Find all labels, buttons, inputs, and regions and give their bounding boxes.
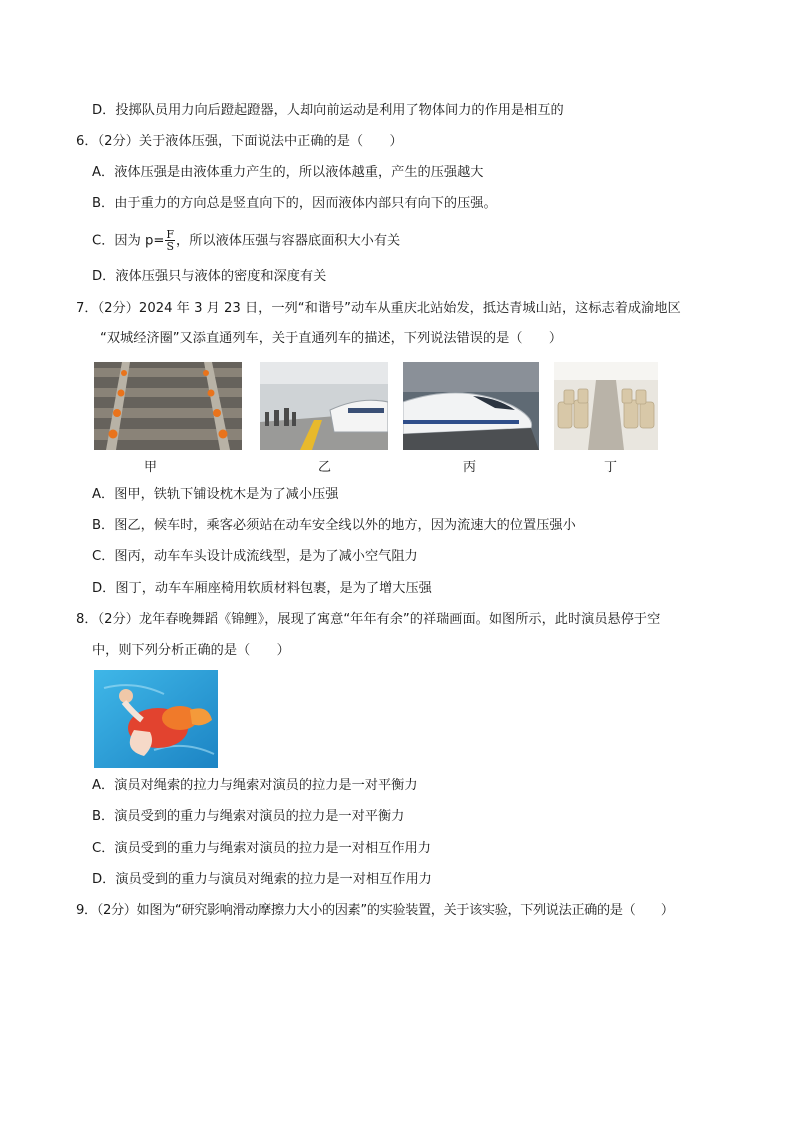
caption-yi: 乙 bbox=[318, 460, 332, 475]
q7-stem-line1: 7．（2分）2024 年 3 月 23 日，一列“和谐号”动车从重庆北站始发，抵达青城山站，这标志着成渝地区 bbox=[76, 301, 681, 316]
railway-track-illustration bbox=[94, 362, 242, 450]
dancer-illustration bbox=[94, 670, 218, 768]
q7-stem-line2: “双城经济圈”又添直通列车，关于直通列车的描述，下列说法错误的是（ ） bbox=[100, 331, 563, 346]
q6-option-c-prefix: C．因为 p= bbox=[92, 233, 165, 249]
q6-option-d: D．液体压强只与液体的密度和深度有关 bbox=[92, 269, 327, 284]
q6-option-c-suffix: ，所以液体压强与容器底面积大小有关 bbox=[176, 233, 401, 249]
q5-option-d: D．投掷队员用力向后蹬起蹬器，人却向前运动是利用了物体间力的作用是相互的 bbox=[92, 103, 564, 118]
q9-stem: 9．（2分）如图为“研究影响滑动摩擦力大小的因素”的实验装置，关于该实验，下列说法正确的是（ ） bbox=[76, 903, 674, 918]
photo-koi-dance bbox=[94, 670, 218, 768]
fraction-numerator: F bbox=[166, 228, 175, 241]
caption-ding: 丁 bbox=[604, 460, 618, 475]
pressure-formula-fraction bbox=[165, 229, 175, 252]
photo-train-platform bbox=[260, 362, 388, 450]
q8-stem-line1: 8．（2分）龙年春晚舞蹈《锦鲤》，展现了寓意“年年有余”的祥瑞画面。如图所示，此时演员悬停于空 bbox=[76, 612, 661, 627]
q8-option-d: D．演员受到的重力与演员对绳索的拉力是一对相互作用力 bbox=[92, 872, 432, 887]
q8-stem-line2: 中，则下列分析正确的是（ ） bbox=[92, 643, 290, 658]
train-seats-illustration bbox=[554, 362, 658, 450]
photo-streamlined-train bbox=[403, 362, 539, 450]
fraction-denominator: S bbox=[166, 240, 174, 253]
caption-bing: 丙 bbox=[463, 460, 477, 475]
caption-jia: 甲 bbox=[144, 460, 158, 475]
train-nose-illustration bbox=[403, 362, 539, 450]
q7-option-d: D．图丁，动车车厢座椅用软质材料包裹，是为了增大压强 bbox=[92, 581, 432, 596]
q8-option-c: C．演员受到的重力与绳索对演员的拉力是一对相互作用力 bbox=[92, 841, 431, 856]
q6-option-a: A．液体压强是由液体重力产生的，所以液体越重，产生的压强越大 bbox=[92, 165, 484, 180]
q8-option-b: B．演员受到的重力与绳索对演员的拉力是一对平衡力 bbox=[92, 809, 405, 824]
platform-illustration bbox=[260, 362, 388, 450]
q6-stem: 6．（2分）关于液体压强，下面说法中正确的是（ ） bbox=[76, 134, 403, 149]
q7-option-a: A．图甲，铁轨下铺设枕木是为了减小压强 bbox=[92, 487, 339, 502]
q7-option-c: C．图丙，动车车头设计成流线型，是为了减小空气阻力 bbox=[92, 549, 418, 564]
q7-option-b: B．图乙，候车时，乘客必须站在动车安全线以外的地方，因为流速大的位置压强小 bbox=[92, 518, 576, 533]
q6-option-c bbox=[92, 229, 400, 252]
photo-train-interior bbox=[554, 362, 658, 450]
q8-option-a: A．演员对绳索的拉力与绳索对演员的拉力是一对平衡力 bbox=[92, 778, 418, 793]
q6-option-b: B．由于重力的方向总是竖直向下的，因而液体内部只有向下的压强。 bbox=[92, 196, 497, 211]
photo-railway-sleepers bbox=[94, 362, 242, 450]
